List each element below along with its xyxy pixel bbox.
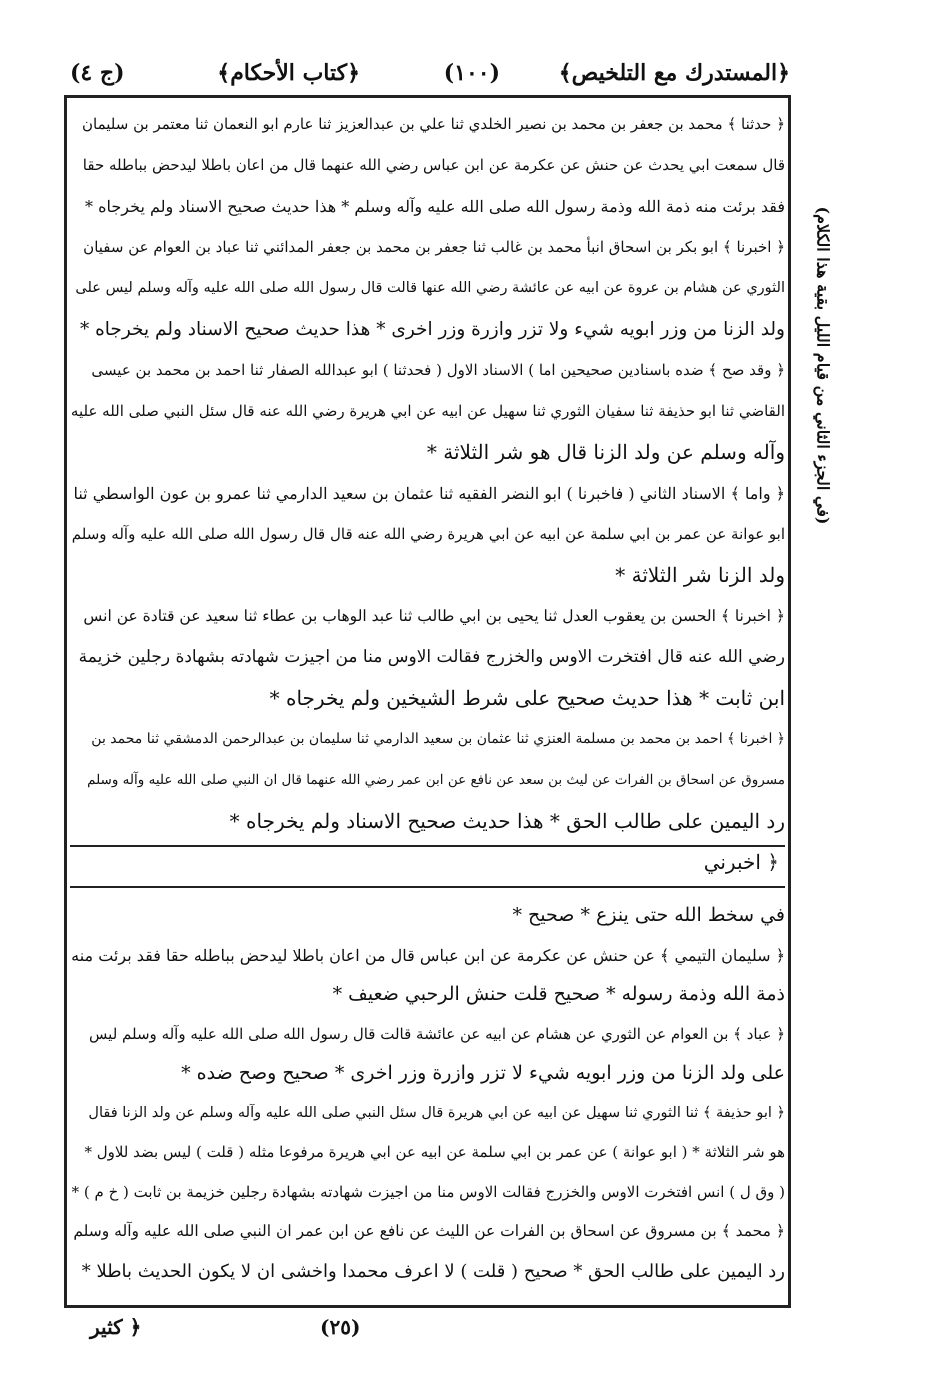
main-text-line: ﴿ اخبرنا ﴾ الحسن بن يعقوب العدل ثنا يحيى بن ابي طالب ثنا عبد الوهاب بن عطاء ثنا سعيد عن قتادة عن انس xyxy=(83,607,785,625)
running-title: ﴿المستدرك مع التلخيص﴾ xyxy=(558,60,790,86)
summary-text-line: ﴿ محمد ﴾ بن مسروق عن اسحاق بن الفرات عن الليث عن نافع عن ابن عمر ان النبي صلى الله عليه وآله وسلم xyxy=(73,1222,785,1240)
page-number-top: (١٠٠) xyxy=(443,60,500,86)
main-text xyxy=(70,104,785,842)
main-text-line: وآله وسلم عن ولد الزنا قال هو شر الثلاثة * xyxy=(426,440,785,464)
main-text-line: ﴿ واما ﴾ الاسناد الثاني ( فاخبرنا ) ابو النضر الفقيه ثنا عثمان بن سعيد الدارمي ثنا عمرو بن عون الواسطي ثنا xyxy=(73,484,785,503)
summary-text-line: ( وق ل ) انس افتخرت الاوس والخزرج فقالت الاوس منا من اجيزت شهادته بشهادة رجلين خزيمة بن ثابت ( خ م ) * xyxy=(71,1182,785,1201)
summary-text-line: في سخط الله حتى ينزع * صحيح * xyxy=(512,904,785,926)
main-text-line: فقد برئت منه ذمة الله وذمة رسول الله صلى الله عليه وآله وسلم * هذا حديث صحيح الاسناد ولم يخرجاه * xyxy=(85,197,785,216)
catchword: ﴿ كثير xyxy=(90,1315,142,1339)
volume-label: (ج ٤) xyxy=(70,60,125,86)
main-text-line: ﴿ اخبرنا ﴾ احمد بن محمد بن مسلمة العنزي ثنا عثمان بن سعيد الدارمي ثنا سليمان بن عبدالرحمن الدمشقي ثنا محمد بن xyxy=(91,731,785,747)
page-header xyxy=(70,52,790,96)
main-text-line: مسروق عن اسحاق بن الفرات عن ليث بن سعد عن نافع عن ابن عمر رضي الله عنهما قال ان النبي صلى الله عليه وآله وسلم xyxy=(87,772,785,788)
summary-text-line: رد اليمين على طالب الحق * صحيح ( قلت ) لا اعرف محمدا واخشى ان لا يكون الحديث باطلا * xyxy=(81,1260,785,1282)
main-text-line: ولد الزنا من وزر ابويه شيء ولا تزر وازرة وزر اخرى * هذا حديث صحيح الاسناد ولم يخرجاه * xyxy=(79,319,785,340)
book-title: ﴿كتاب الأحكام﴾ xyxy=(217,60,360,86)
page-footer xyxy=(0,1315,949,1355)
main-text-line: الثوري عن هشام بن عروة عن ابيه عن عائشة رضي الله عنها قالت قال رسول الله صلى الله عليه وآله وسلم ليس على xyxy=(75,280,785,296)
summary-text-line: ذمة الله وذمة رسوله * صحيح قلت حنش الرحبي ضعيف * xyxy=(332,983,785,1005)
main-text-line: القاضي ثنا ابو حذيفة ثنا سفيان الثوري ثنا سهيل عن ابيه عن ابي هريرة رضي الله عنه قال سئل النبي صلى الله عليه xyxy=(70,402,785,420)
divider-bottom xyxy=(70,886,785,888)
summary-text-line: ﴿ عباد ﴾ بن العوام عن الثوري عن هشام عن ابيه عن عائشة قالت قال رسول الله صلى الله عليه وآله وسلم ليس xyxy=(89,1024,785,1043)
divider-top xyxy=(70,845,785,847)
main-text-line: ﴿ اخبرنا ﴾ ابو بكر بن اسحاق انبأ محمد بن غالب ثنا جعفر بن محمد بن جعفر المدائني ثنا عباد بن العوام عن سفيان xyxy=(83,238,785,256)
main-text-line: ﴿ وقد صح ﴾ ضده باسنادين صحيحين اما ) الاسناد الاول ( فحدثنا ) ابو عبدالله الصفار ثنا احمد بن محمد بن عيسى xyxy=(91,361,785,379)
main-text-line: قال سمعت ابي يحدث عن حنش عن عكرمة عن ابن عباس رضي الله عنهما قال من اعان باطلا ليدحض بباطله حقا xyxy=(82,156,785,174)
page-number-bottom: (٢٥) xyxy=(320,1315,361,1339)
summary-text-line: على ولد الزنا من وزر ابويه شيء لا تزر وازرة وزر اخرى * صحيح وصح ضده * xyxy=(181,1062,785,1084)
main-text-line: ابو عوانة عن عمر بن ابي سلمة عن ابيه عن ابي هريرة رضي الله عنه قال قال رسول الله صلى الله عليه وآله وسلم xyxy=(71,525,785,543)
summary-text-line: ﴿ ابو حذيفة ﴾ ثنا الثوري ثنا سهيل عن ابيه عن ابي هريرة قال سئل النبي صلى الله عليه وآله وسلم عن ولد الزنا فقال xyxy=(88,1104,785,1121)
main-text-line: ولد الزنا شر الثلاثة * xyxy=(615,563,785,587)
main-text-line: ﴿ حدثنا ﴾ محمد بن جعفر بن محمد بن نصير الخلدي ثنا علي بن عبدالعزيز ثنا عارم ابو النعمان ثنا معتمر بن سليمان xyxy=(82,115,785,133)
margin-note xyxy=(808,120,838,610)
main-text-line: رضي الله عنه قال افتخرت الاوس والخزرج فقالت الاوس منا من اجيزت شهادته بشهادة رجلين خزيمة xyxy=(78,647,785,667)
main-text-line: رد اليمين على طالب الحق * هذا حديث صحيح الاسناد ولم يخرجاه * xyxy=(229,809,785,833)
margin-note-text: (في الجزء الثاني من قيام الليل بقية هذا الكلام) xyxy=(813,206,833,524)
summary-text-line: ﴿ سليمان التيمي ﴾ عن حنش عن عكرمة عن ابن عباس قال من اعان باطلا ليدحض بباطله حقا فقد برئت منه xyxy=(71,945,785,965)
summary-text-line: هو شر الثلاثة * ( ابو عوانة ) عن عمر بن ابي سلمة عن ابيه عن ابي هريرة مرفوعا مثله ( قلت ) ليس بضد للاول * xyxy=(84,1143,785,1161)
catch-heading: ﴿ اخبرني xyxy=(703,850,779,874)
main-text-line: ابن ثابت * هذا حديث صحيح على شرط الشيخين ولم يخرجاه * xyxy=(269,686,785,710)
summary-text xyxy=(70,896,785,1291)
